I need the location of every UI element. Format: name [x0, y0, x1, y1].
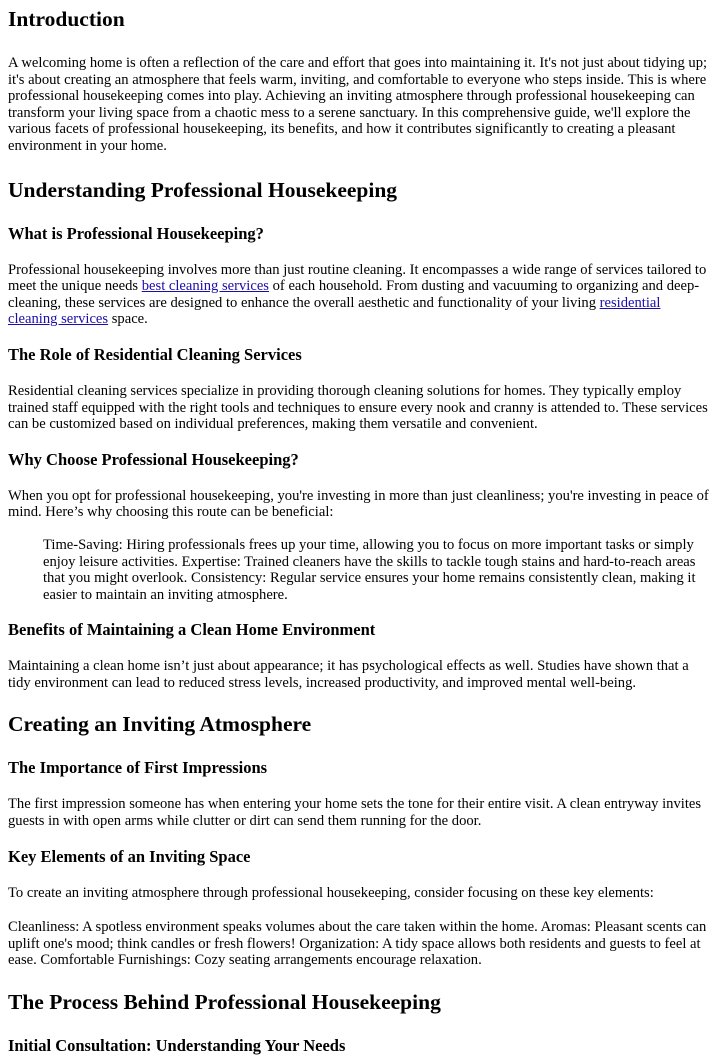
paragraph-text: Professional housekeeping involves more than just routine cleaning. It encompasses a wide range of services tailored to meet the unique needs: [8, 261, 707, 295]
heading-initial-consultation: Initial Consultation: Understanding Your Needs: [8, 1036, 346, 1056]
paragraph-text: of each household. From dusting and vacuuming to organizing and deep-cleaning, these services are designed to enhance the overall aesthetic and functionality of your living: [8, 278, 700, 311]
paragraph-introduction: A welcoming home is often a reflection of the care and effort that goes into maintaining it. It's not just about tidying up; it's about creating an atmosphere that feels warm, inviting, and comfortable to everyone who steps inside. This is where professional housekeeping comes into play. Achieving an inviting atmosphere through professional housekeeping can transform your living space from a chaotic mess to a serene sanctuary. In this comprehensive guide, we'll explore the various facets of professional housekeeping, its benefits, and how it contributes significantly to creating a pleasant environment in your home.: [8, 55, 708, 154]
paragraph-benefits: Maintaining a clean home isn’t just about appearance; it has psychological effects as well. Studies have shown that a tidy environment can lead to reduced stress levels, increased productivity, and improved mental well-being.: [8, 658, 689, 691]
heading-what-is-professional-housekeeping: What is Professional Housekeeping?: [8, 223, 264, 243]
paragraph-why-choose: When you opt for professional housekeeping, you're investing in more than just cleanliness; you're investing in peace of mind. Here’s why choosing this route can be beneficial:: [8, 487, 709, 521]
article: [0, 6, 720, 1056]
link-residential-cleaning-services[interactable]: residential cleaning services: [8, 294, 661, 328]
link-best-cleaning-services[interactable]: best cleaning services: [141, 278, 269, 295]
heading-benefits: Benefits of Maintaining a Clean Home Environment: [8, 620, 376, 640]
heading-creating-inviting-atmosphere: Creating an Inviting Atmosphere: [8, 712, 312, 737]
paragraph-key-elements: To create an inviting atmosphere through professional housekeeping, consider focusing on these key elements:: [8, 884, 654, 901]
paragraph-text: space.: [108, 311, 148, 328]
heading-process: The Process Behind Professional Housekeeping: [8, 990, 441, 1015]
heading-understanding-professional-housekeeping: Understanding Professional Housekeeping: [8, 177, 398, 202]
heading-key-elements: Key Elements of an Inviting Space: [8, 846, 251, 866]
heading-first-impressions: The Importance of First Impressions: [8, 758, 268, 778]
list-why-choose: Time-Saving: Hiring professionals frees up your time, allowing you to focus on more important tasks or simply enjoy leisure activities. Expertise: Trained cleaners have the skills to tackle tough stains and hard-to-reach areas that you might overlook. Consistency: Regular service ensures your home remains consistently clean, making it easier to maintain an inviting atmosphere.: [43, 536, 696, 603]
list-key-elements: Cleanliness: A spotless environment speaks volumes about the care taken within the home. Aromas: Pleasant scents can uplift one's mood; think candles or fresh flowers! Organization: A tidy space allows both residents and guests to feel at ease. Comfortable Furnishings: Cozy seating arrangements encourage relaxation.: [8, 919, 707, 969]
paragraph-role-of-residential-cleaning: Residential cleaning services specialize in providing thorough cleaning solutions for homes. They typically employ trained staff equipped with the right tools and techniques to ensure every nook and cranny is attended to. These services can be customized based on individual preferences, making them versatile and convenient.: [8, 382, 708, 433]
heading-why-choose: Why Choose Professional Housekeeping?: [8, 449, 299, 469]
heading-role-of-residential-cleaning: The Role of Residential Cleaning Services: [8, 344, 302, 364]
paragraph-first-impressions: The first impression someone has when entering your home sets the tone for their entire visit. A clean entryway invites guests in with open arms while clutter or dirt can send them running for the door.: [8, 796, 702, 830]
paragraph-what-is-professional-housekeeping: [8, 262, 713, 328]
heading-introduction: Introduction: [8, 7, 125, 31]
